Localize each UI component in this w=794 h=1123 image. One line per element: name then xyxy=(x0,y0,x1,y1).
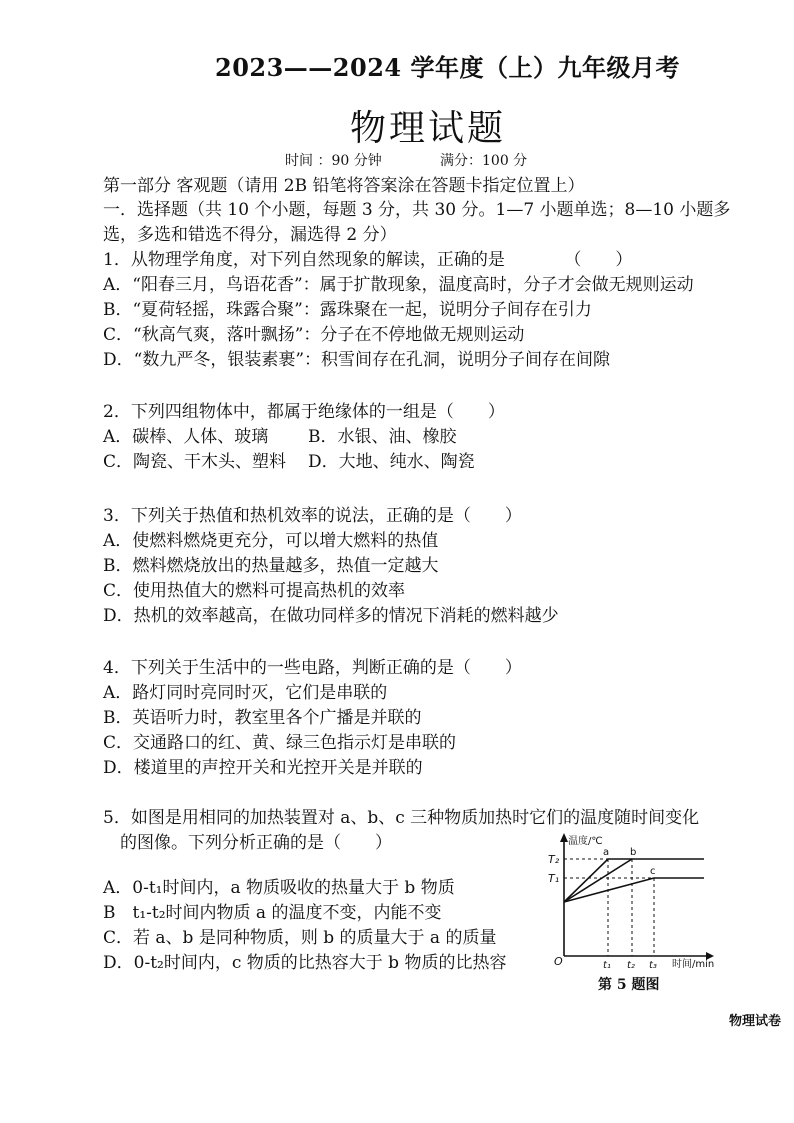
question-stem: 3．下列关于热值和热机效率的说法，正确的是（ ） xyxy=(103,506,522,526)
part1-heading: 第一部分 客观题（请用 2B 铅笔将答案涂在答题卡指定位置上） xyxy=(103,176,585,196)
option-a: A．“阳春三月，鸟语花香”：属于扩散现象，温度高时，分子才会做无规则运动 xyxy=(103,275,694,295)
curve-b xyxy=(564,859,632,902)
curve-label-c: c xyxy=(650,866,656,877)
option-b: B．英语听力时，教室里各个广播是并联的 xyxy=(103,708,422,728)
question-stem-line-2: 的图像。下列分析正确的是（ ） xyxy=(120,833,392,853)
option-a: A．碳棒、人体、玻璃 xyxy=(103,427,269,447)
temperature-time-graph xyxy=(546,830,742,970)
option-d: D．大地、纯水、陶瓷 xyxy=(308,452,475,472)
subject-title: 物理试题 xyxy=(350,108,507,149)
page-footer: 物理试卷 xyxy=(729,1014,782,1029)
option-b: B．燃料燃烧放出的热量越多，热值一定越大 xyxy=(103,556,439,576)
option-b: B．水银、油、橡胶 xyxy=(308,427,457,447)
option-c: C．“秋高气爽，落叶飘扬”：分子在不停地做无规则运动 xyxy=(103,325,525,345)
curve-label-a: a xyxy=(603,847,610,858)
option-d: D．“数九严冬，银装素裹”：积雪间存在孔洞，说明分子间存在间隙 xyxy=(103,350,611,370)
option-c: C．若 a、b 是同种物质，则 b 的质量大于 a 的质量 xyxy=(103,928,497,948)
instructions-line-1: 一．选择题（共 10 个小题，每题 3 分，共 30 分。1—7 小题单选；8—10 小题多 xyxy=(103,200,731,220)
option-b: B．“夏荷轻摇，珠露合聚”：露珠聚在一起，说明分子间存在引力 xyxy=(103,300,592,320)
time-label: 时间 ：90 分钟 xyxy=(285,153,382,169)
y-axis-label: 温度/℃ xyxy=(568,836,603,847)
question-5-options xyxy=(103,876,506,976)
curve-label-b: b xyxy=(630,847,637,858)
question-2 xyxy=(103,400,505,475)
option-b: B t₁-t₂时间内物质 a 的温度不变，内能不变 xyxy=(103,903,442,923)
question-1 xyxy=(103,248,694,373)
option-c: C．陶瓷、干木头、塑料 xyxy=(103,452,287,472)
question-stem-line-1: 5．如图是用相同的加热装置对 a、b、c 三种物质加热时它们的温度随时间变化 xyxy=(103,808,700,828)
x-tick-t1: t₁ xyxy=(603,960,611,970)
question-stem: 1．从物理学角度，对下列自然现象的解读，正确的是 （ ） xyxy=(103,250,633,270)
exam-title: 2023——2024 学年度（上）九年级月考 xyxy=(215,53,680,82)
x-tick-t3: t₃ xyxy=(649,960,657,970)
score-label: 满分：100 分 xyxy=(440,153,528,169)
option-d: D．热机的效率越高，在做功同样多的情况下消耗的燃料越少 xyxy=(103,606,559,626)
x-tick-t2: t₂ xyxy=(627,960,635,970)
instructions-line-2: 选，多选和错选不得分，漏选得 2 分） xyxy=(103,225,397,245)
option-row xyxy=(103,450,505,475)
option-a: A．路灯同时亮同时灭，它们是串联的 xyxy=(103,683,388,703)
curve-a xyxy=(564,859,704,902)
question-3 xyxy=(103,504,559,629)
x-axis-label: 时间/min xyxy=(672,959,715,970)
option-a: A．使燃料燃烧更充分，可以增大燃料的热值 xyxy=(103,531,439,551)
origin-label: O xyxy=(554,955,563,968)
option-row xyxy=(103,425,505,450)
question-stem: 4．下列关于生活中的一些电路，判断正确的是（ ） xyxy=(103,658,522,678)
y-axis-arrow xyxy=(560,833,568,842)
y-tick-t2: T₂ xyxy=(548,853,560,866)
option-a: A．0-t₁时间内，a 物质吸收的热量大于 b 物质 xyxy=(103,878,455,898)
option-d: D．0-t₂时间内，c 物质的比热容大于 b 物质的比热容 xyxy=(103,953,507,973)
temperature-time-figure xyxy=(546,830,742,990)
option-c: C．交通路口的红、黄、绿三色指示灯是串联的 xyxy=(103,733,457,753)
option-c: C．使用热值大的燃料可提高热机的效率 xyxy=(103,581,406,601)
question-stem: 2．下列四组物体中，都属于绝缘体的一组是（ ） xyxy=(103,402,505,422)
y-tick-t1: T₁ xyxy=(548,872,560,885)
option-d: D．楼道里的声控开关和光控开关是并联的 xyxy=(103,758,423,778)
question-4 xyxy=(103,656,522,781)
figure-caption: 第 5 题图 xyxy=(598,977,660,993)
